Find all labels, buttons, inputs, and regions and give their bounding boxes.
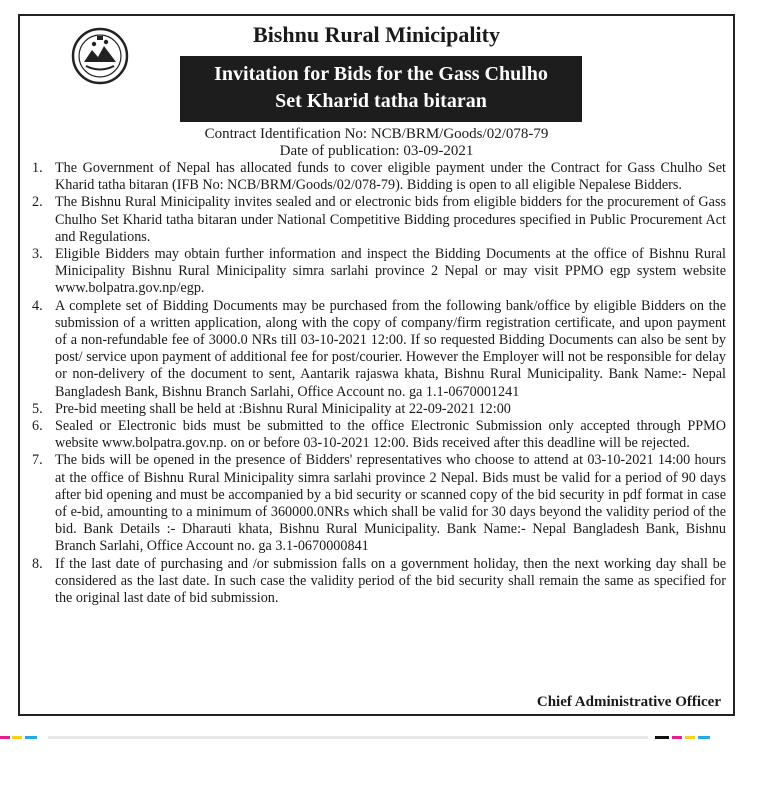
- title-line-1: Invitation for Bids for the Gass Chulho: [214, 63, 548, 85]
- footer-rule: [48, 736, 648, 739]
- item-number: 1.: [32, 160, 43, 176]
- publication-date: Date of publication: 03-09-2021: [279, 143, 474, 159]
- item-number: 5.: [32, 400, 43, 417]
- footer-color-bar: [655, 736, 669, 739]
- notice-item: [32, 401, 726, 418]
- footer-color-bar: [685, 736, 695, 739]
- notice-title: [180, 56, 582, 122]
- footer-color-bar: [0, 736, 10, 739]
- item-number: 7.: [32, 452, 43, 469]
- item-text: The Government of Nepal has allocated funds to cover eligible payment under the Contract for Gass Chulho Set Kharid tatha bitaran (IFB No: NCB/BRM/Goods/02/078-79). Bidding is open to all eligible Nepalese Bidders.: [55, 160, 726, 194]
- item-text: The Bishnu Rural Minicipality invites sealed and or electronic bids from eligible bidders for the procurement of Gass Chulho Set Kharid tatha bitaran under National Competitive Bidding procedures specified in Public Procurement Act and Regulations.: [55, 194, 726, 245]
- title-line-2: Set Kharid tatha bitaran: [275, 90, 487, 112]
- item-text: If the last date of purchasing and /or submission falls on a government holiday, then the next working day shall be considered as the last date. In such case the validity period of the bid security shall remain the same as specified for the original last date of bid submission.: [55, 555, 726, 607]
- notice-item: [32, 246, 726, 298]
- footer-color-bar: [672, 736, 682, 739]
- item-number: 3.: [32, 246, 43, 263]
- notice-item: [32, 194, 726, 246]
- item-number: 4.: [32, 297, 43, 314]
- footer-color-bar: [25, 736, 37, 739]
- notice-items: [32, 160, 726, 607]
- item-number: 8.: [32, 555, 43, 572]
- notice-item: [32, 160, 726, 194]
- bid-notice: [18, 14, 735, 716]
- item-number: 6.: [32, 418, 43, 435]
- signoff-title: Chief Administrative Officer: [536, 694, 721, 710]
- item-text: Sealed or Electronic bids must be submitted to the office Electronic Submission only accepted through PPMO website www.bolpatra.gov.np. on or before 03-10-2021 12:00. Bids received after this deadline will be rejected.: [55, 418, 726, 452]
- item-number: 2.: [32, 194, 43, 211]
- notice-item: [32, 298, 726, 401]
- contract-identification: Contract Identification No: NCB/BRM/Goods/02/078-79: [204, 126, 549, 142]
- notice-item: [32, 452, 726, 555]
- notice-item: [32, 556, 726, 608]
- footer-color-bar: [698, 736, 710, 739]
- item-text: The bids will be opened in the presence of Bidders' representatives who choose to attend at 03-10-2021 14:00 hours at the office of Bishnu Rural Minicipality simra sarlahi province 2 Nepal. Bids must be valid for a period of 90 days after bid opening and must be accompanied by a bid security or scanned copy of the bid security in pdf format in case of e-bid, amounting to a minimum of 360000.0NRs which shall be valid for 30 days beyond the validity period of the bid. Bank Details :- Dharauti khata, Bishnu Rural Municipality. Bank Name:- Nepal Bangladesh Bank, Bishnu Branch Sarlahi, Office Account no. ga 3.1-0670000841: [55, 452, 726, 555]
- organization-name: Bishnu Rural Minicipality: [253, 22, 500, 47]
- notice-item: [32, 418, 726, 452]
- item-text: A complete set of Bidding Documents may be purchased from the following bank/office by eligible Bidders on the submission of a written application, along with the copy of company/firm registration certificate, and upon payment of a non-refundable fee of 3000.0 NRs till 03-10-2021 12:00. If so requested Bidding Documents can also be sent by post/ service upon payment of additional fee for post/courier. However the Employer will not be responsible for delay or non-delivery of the document to sent, Aantarik rajaswa khata, Bishnu Rural Municipality. Bank Name:- Nepal Bangladesh Bank, Bishnu Branch Sarlahi, Office Account no. ga 1.1-0670001241: [55, 297, 726, 400]
- footer-color-bar: [12, 736, 22, 739]
- item-text: Eligible Bidders may obtain further information and inspect the Bidding Documents at the office of Bishnu Rural Minicipality Bishnu Rural Minicipality simra sarlahi province 2 Nepal or may visit PPMO egp system website www.bolpatra.gov.np/egp.: [55, 246, 726, 297]
- item-text: Pre-bid meeting shall be held at :Bishnu Rural Minicipality at 22-09-2021 12:00: [55, 400, 511, 417]
